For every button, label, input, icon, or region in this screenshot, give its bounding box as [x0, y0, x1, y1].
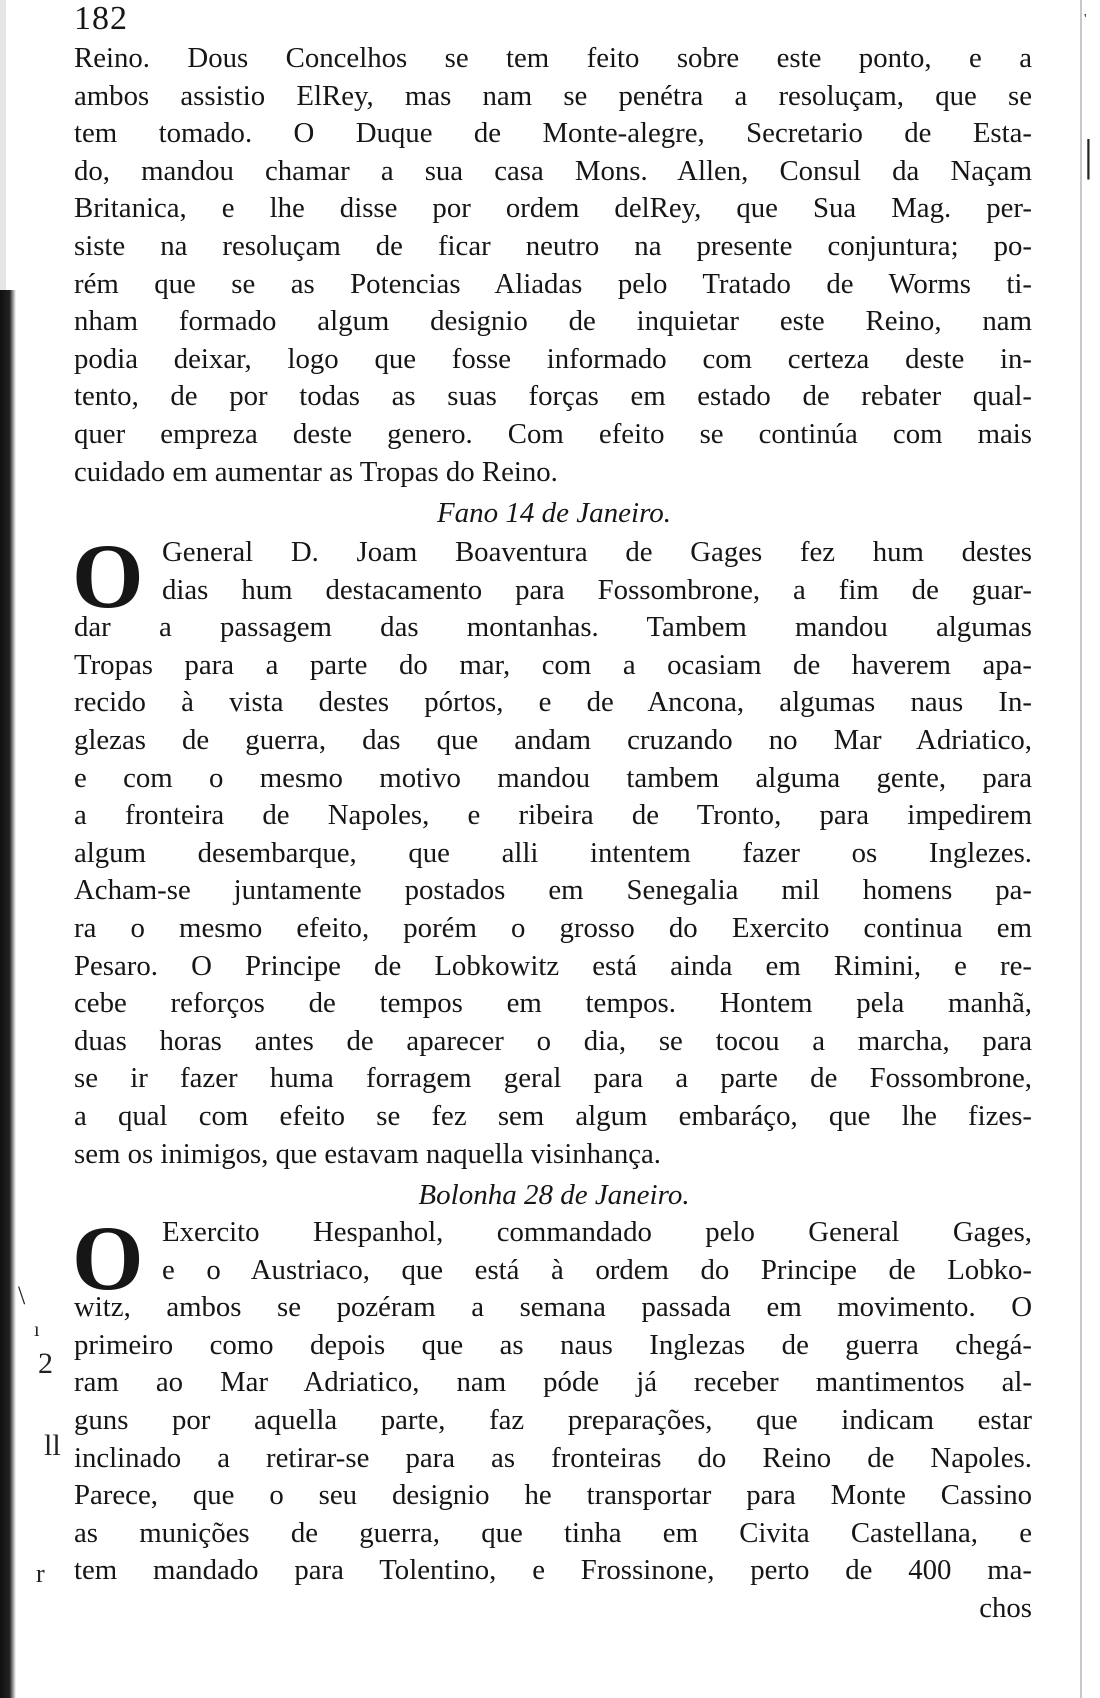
text-line: sem os inimigos, que estavam naquella visinhança. [74, 1137, 662, 1170]
text-line: e com o mesmo motivo mandou tambem alguma gente, para [74, 761, 1032, 794]
text-line: e o Austriaco, que está à ordem do Principe de Lobko- [162, 1253, 1032, 1286]
text-line: quer empreza deste genero. Com efeito se continúa com mais [74, 417, 1032, 450]
margin-mark: r [36, 1559, 45, 1588]
text-line: as munições de guerra, que tinha em Civita Castellana, e [74, 1516, 1032, 1549]
text-line: dar a passagem das montanhas. Tambem mandou algumas [74, 611, 1032, 644]
page-binding-shadow [0, 290, 16, 1698]
dateline-fano: Fano 14 de Janeiro. [436, 497, 672, 529]
text-line: Tropas para a parte do mar, com a ocasiam de haverem apa- [74, 648, 1032, 681]
page-number: 182 [74, 0, 128, 37]
article-paragraph-continued [74, 40, 1032, 491]
text-line: nham formado algum designio de inquietar este Reino, nam [74, 305, 1032, 338]
text-line: recido à vista destes pórtos, e de Ancona, algumas naus In- [74, 686, 1032, 719]
text-line: Parece, que o seu designio he transportar para Monte Cassino [74, 1479, 1032, 1512]
text-line: inclinado a retirar-se para as fronteiras do Reino de Napoles. [74, 1441, 1032, 1474]
text-line: tento, de por todas as suas forças em estado de rebater qual- [74, 380, 1032, 413]
text-line: algum desembarque, que alli intentem fazer os Inglezes. [74, 836, 1032, 869]
article-paragraph-fano [74, 534, 1032, 1173]
margin-mark: | [1084, 131, 1093, 180]
text-line: Exercito Hespanhol, commandado pelo General Gages, [162, 1216, 1032, 1248]
page-binding-shadow-top [0, 0, 6, 290]
text-line: do, mandou chamar a sua casa Mons. Allen, Consul da Naçam [74, 154, 1032, 187]
text-line: Acham-se juntamente postados em Senegalia mil homens pa- [74, 874, 1032, 907]
text-line: rém que se as Potencias Aliadas pelo Tratado de Worms ti- [74, 267, 1032, 300]
text-line: tem tomado. O Duque de Monte-alegre, Secretario de Esta- [74, 117, 1032, 150]
margin-mark: \ [18, 1281, 26, 1310]
text-line: cuidado em aumentar as Tropas do Reino. [74, 455, 558, 488]
text-line: Reino. Dous Concelhos se tem feito sobre este ponto, e a [74, 42, 1032, 74]
article-paragraph-bolonha [72, 1207, 1032, 1628]
margin-mark: ' [1084, 12, 1087, 27]
text-line: General D. Joam Boaventura de Gages fez hum destes [162, 536, 1032, 568]
text-line: se ir fazer huma forragem geral para a parte de Fossombrone, [74, 1062, 1032, 1095]
margin-mark: 2 [38, 1347, 53, 1380]
text-line: duas horas antes de aparecer o dia, se tocou a marcha, para [74, 1024, 1032, 1057]
text-line: Britanica, e lhe disse por ordem delRey, que Sua Mag. per- [74, 192, 1032, 225]
text-line: siste na resoluçam de ficar neutro na presente conjuntura; po- [74, 229, 1032, 262]
text-line: dias hum destacamento para Fossombrone, a fim de guar- [162, 573, 1032, 606]
drop-cap: O [72, 1207, 144, 1309]
text-line: ram ao Mar Adriatico, nam póde já receber mantimentos al- [74, 1366, 1032, 1399]
text-line: cebe reforços de tempos em tempos. Hontem pela manhã, [74, 987, 1032, 1020]
text-line: glezas de guerra, das que andam cruzando no Mar Adriatico, [74, 723, 1032, 756]
text-line: witz, ambos se pozéram a semana passada em movimento. O [74, 1291, 1032, 1324]
text-line: a fronteira de Napoles, e ribeira de Tronto, para impedirem [74, 799, 1032, 832]
margin-mark: ll [44, 1429, 61, 1462]
catchword: chos [979, 1591, 1032, 1624]
text-line: Pesaro. O Principe de Lobkowitz está ainda em Rimini, e re- [74, 949, 1032, 982]
text-line: ra o mesmo efeito, porém o grosso do Exercito continua em [74, 911, 1032, 944]
text-line: podia deixar, logo que fosse informado com certeza deste in- [74, 342, 1032, 375]
margin-mark: ı [34, 1319, 40, 1341]
text-line: tem mandado para Tolentino, e Frossinone, perto de 400 ma- [74, 1554, 1032, 1587]
text-line: a qual com efeito se fez sem algum embaráço, que lhe fizes- [74, 1099, 1032, 1132]
text-line: ambos assistio ElRey, mas nam se penétra a resoluçam, que se [74, 79, 1032, 112]
text-line: guns por aquella parte, faz preparações, que indicam estar [74, 1403, 1032, 1436]
text-line: primeiro como depois que as naus Inglezas de guerra chegá- [74, 1328, 1032, 1361]
drop-cap: O [72, 525, 144, 627]
dateline-bolonha: Bolonha 28 de Janeiro. [418, 1179, 690, 1211]
page-edge-rule [1080, 0, 1082, 1698]
